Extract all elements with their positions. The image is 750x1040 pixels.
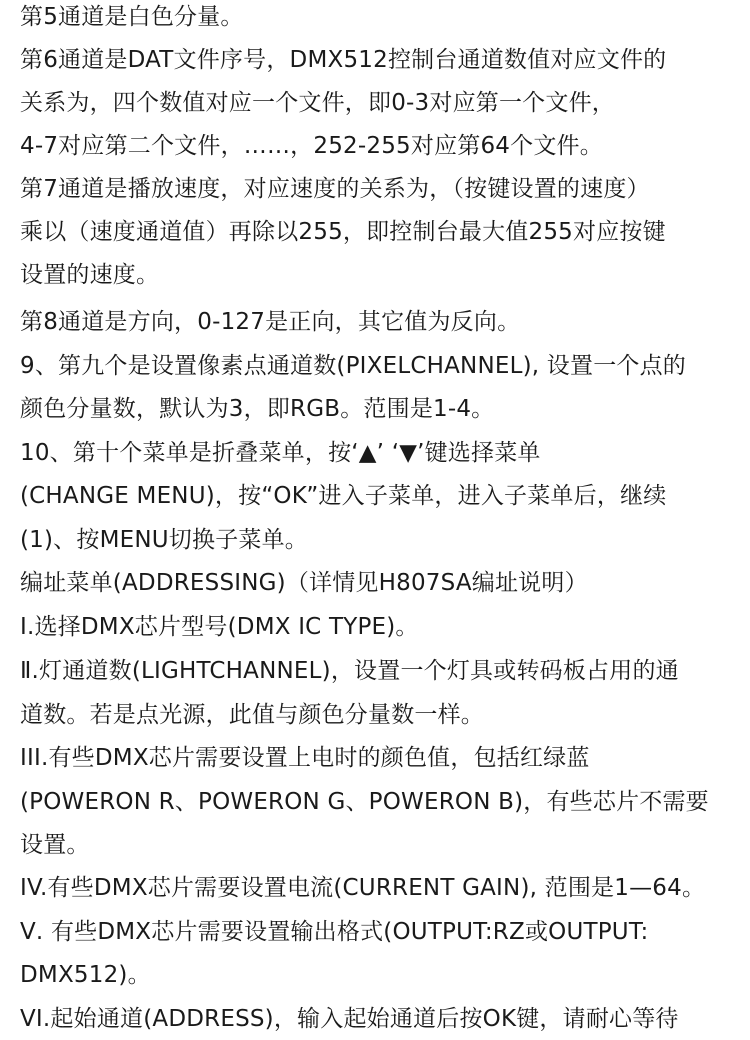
text-line: 9、第九个是设置像素点通道数(PIXELCHANNEL), 设置一个点的 <box>20 353 687 379</box>
text-line: 第6通道是DAT文件序号，DMX512控制台通道数值对应文件的 <box>20 47 667 73</box>
text-line: 第8通道是方向，0-127是正向，其它值为反向。 <box>20 309 521 335</box>
text-line: III.有些DMX芯片需要设置上电时的颜色值，包括红绿蓝 <box>20 745 590 771</box>
text-line: 设置的速度。 <box>20 262 160 288</box>
text-line: VI.起始通道(ADDRESS)，输入起始通道后按OK键，请耐心等待 <box>20 1006 679 1032</box>
text-line: 设置。 <box>20 832 90 858</box>
text-line: 4-7对应第二个文件，……，252-255对应第64个文件。 <box>20 133 603 159</box>
text-line: 编址菜单(ADDRESSING)（详情见H807SA编址说明） <box>20 570 588 596</box>
text-line: IV.有些DMX芯片需要设置电流(CURRENT GAIN), 范围是1—64。 <box>20 875 706 901</box>
text-line: 关系为，四个数值对应一个文件，即0-3对应第一个文件， <box>20 90 615 116</box>
text-line: (POWERON R、POWERON G、POWERON B)，有些芯片不需要 <box>20 789 709 815</box>
text-line: Ⅰ.选择DMX芯片型号(DMX IC TYPE)。 <box>20 614 419 640</box>
text-line: Ⅱ.灯通道数(LIGHTCHANNEL)，设置一个灯具或转码板占用的通 <box>20 658 679 684</box>
text-line: DMX512)。 <box>20 962 151 988</box>
text-line: Ⅴ. 有些DMX芯片需要设置输出格式(OUTPUT:RZ或OUTPUT: <box>20 919 649 945</box>
text-line: 10、第十个菜单是折叠菜单，按‘▲’ ‘▼’键选择菜单 <box>20 440 541 466</box>
text-line: (CHANGE MENU)，按“OK”进入子菜单，进入子菜单后，继续 <box>20 483 667 509</box>
text-line: 乘以（速度通道值）再除以255，即控制台最大值255对应按键 <box>20 219 666 245</box>
text-line: 第7通道是播放速度，对应速度的关系为，（按键设置的速度） <box>20 176 650 202</box>
text-line: 颜色分量数，默认为3，即RGB。范围是1-4。 <box>20 396 495 422</box>
text-line: (1)、按MENU切换子菜单。 <box>20 527 308 553</box>
text-line: 第5通道是白色分量。 <box>20 4 244 30</box>
text-line: 道数。若是点光源，此值与颜色分量数一样。 <box>20 702 484 728</box>
